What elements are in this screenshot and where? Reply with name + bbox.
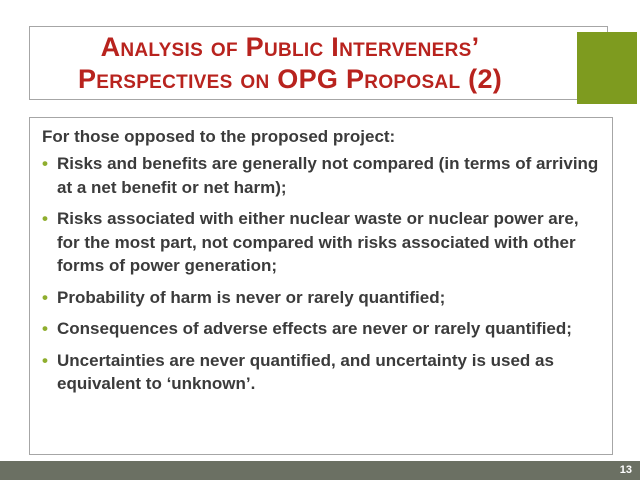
bullet-text: Uncertainties are never quantified, and uncertainty is used as equivalent to ‘unknown’. [57, 350, 554, 393]
bullet-item [35, 317, 605, 341]
bullet-item [35, 152, 605, 199]
bullet-dot-icon: • [42, 319, 48, 338]
slide-title [30, 31, 550, 95]
bullet-text: Risks and benefits are generally not compared (in terms of arriving at a net benefit or net harm); [57, 154, 599, 197]
accent-square [577, 32, 637, 104]
title-line-2: Perspectives on OPG Proposal (2) [77, 64, 503, 94]
bullet-text: Consequences of adverse effects are never or rarely quantified; [57, 319, 572, 338]
content-box [29, 117, 613, 455]
bullet-dot-icon: • [42, 209, 48, 228]
page-number: 13 [619, 464, 632, 476]
bullet-item [35, 349, 605, 396]
bullet-dot-icon: • [42, 154, 48, 173]
footer-bar [0, 461, 640, 480]
bullet-list [35, 152, 605, 404]
title-box [29, 26, 608, 100]
bullet-text: Probability of harm is never or rarely quantified; [57, 287, 446, 307]
title-line-1: Analysis of Public Interveners’ [100, 32, 480, 62]
bullet-item [35, 286, 605, 310]
bullet-text: Risks associated with either nuclear waste or nuclear power are, for the most part, not compared with risks associated with other forms of power generation; [57, 209, 579, 275]
bullet-item [35, 207, 605, 278]
bullet-dot-icon: • [42, 350, 48, 370]
intro-text: For those opposed to the proposed project: [42, 127, 396, 146]
bullet-dot-icon: • [42, 287, 48, 307]
